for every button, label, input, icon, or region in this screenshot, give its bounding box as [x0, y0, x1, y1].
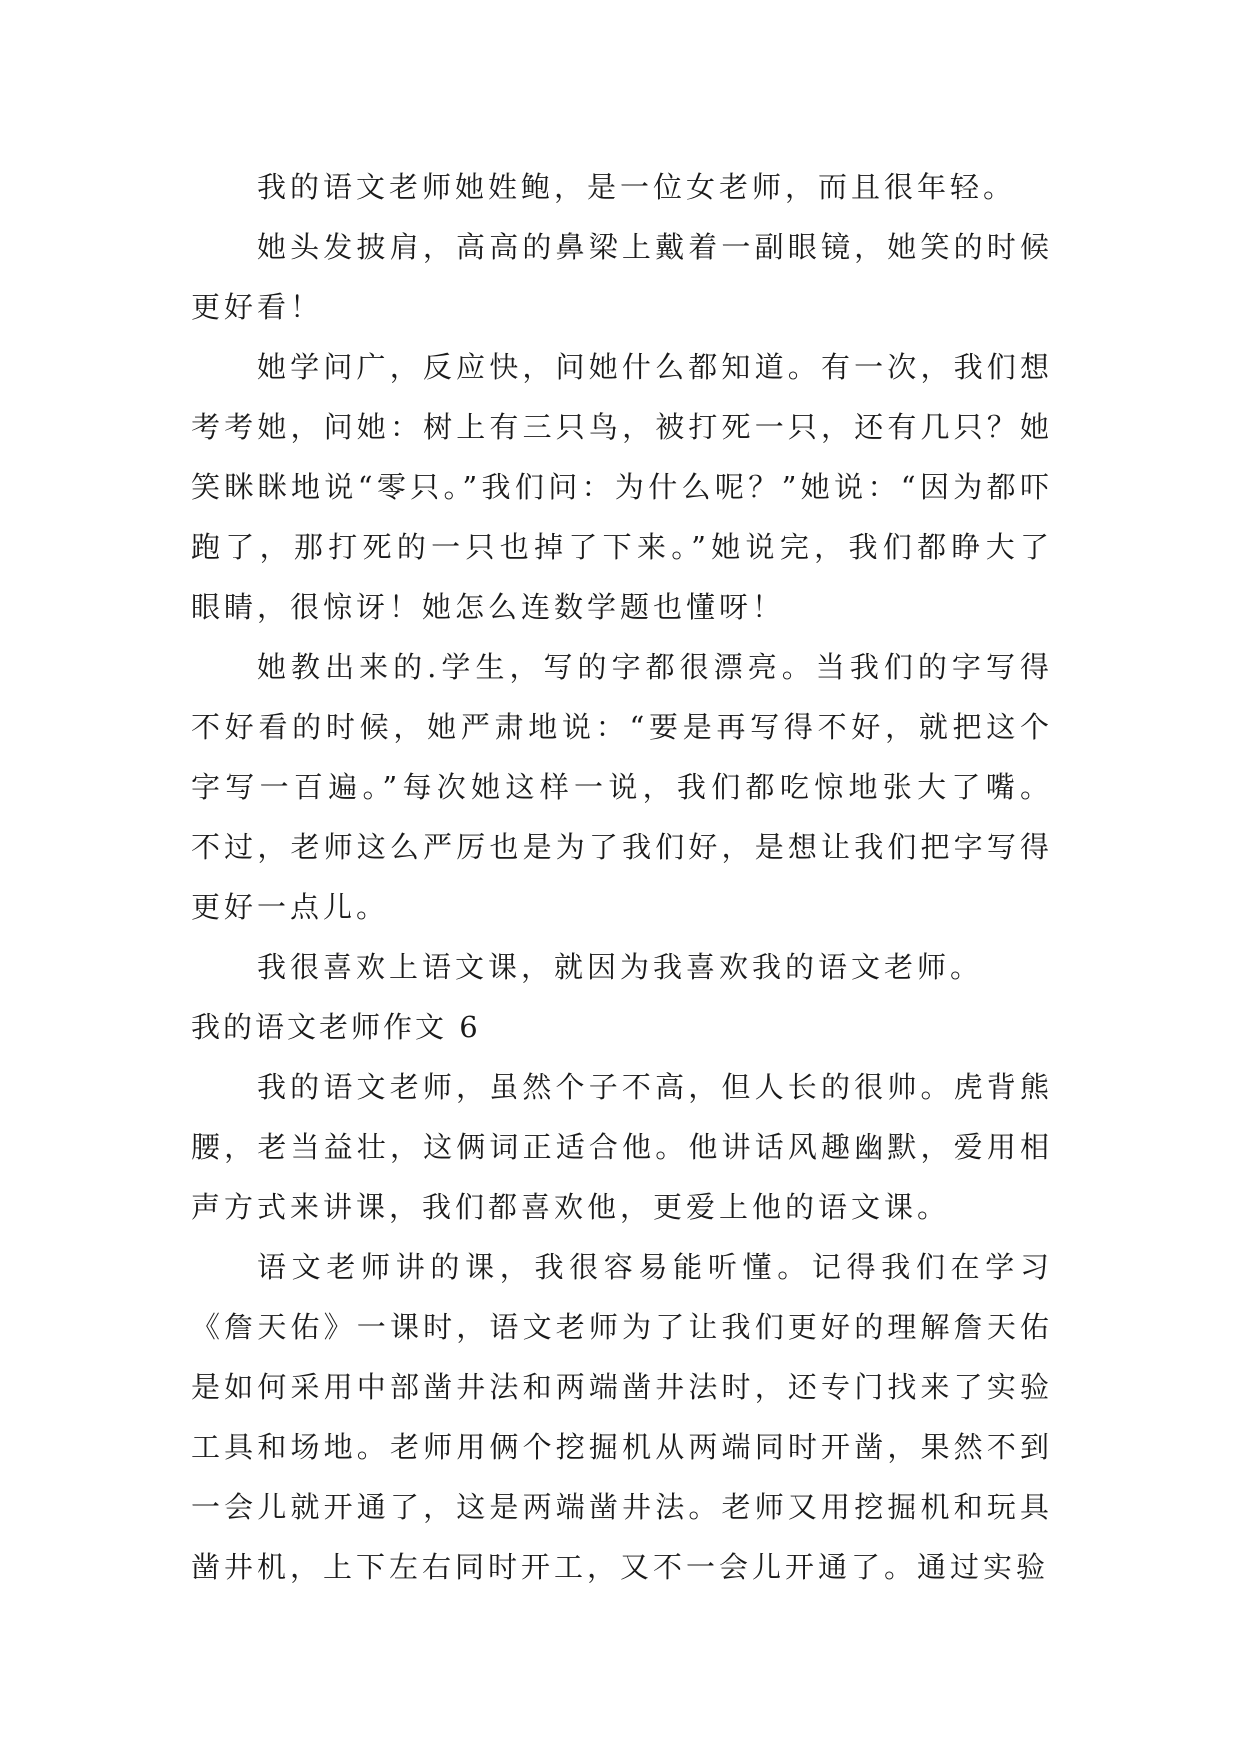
paragraph-intro: 我的语文老师她姓鲍，是一位女老师，而且很年轻。	[257, 170, 1017, 204]
paragraph-appearance: 她头发披肩，高高的鼻梁上戴着一副眼镜，她笑的时候更好看！	[191, 230, 1053, 324]
paragraph-handwriting: 她教出来的.学生，写的字都很漂亮。当我们的字写得不好看的时候，她严肃地说：“要是再写得不好，就把这个字写一百遍。”每次她这样一说，我们都吃惊地张大了嘴。不过，老师这么严厉也是为了我们好，是想让我们把字写得更好一点儿。	[191, 650, 1053, 924]
section-title: 我的语文老师作文 6	[191, 1010, 481, 1044]
paragraph-teacher-description: 我的语文老师，虽然个子不高，但人长的很帅。虎背熊腰，老当益壮，这俩词正适合他。他讲话风趣幽默，爱用相声方式来讲课，我们都喜欢他，更爱上他的语文课。	[191, 1070, 1053, 1224]
paragraph-conclusion: 我很喜欢上语文课，就因为我喜欢我的语文老师。	[257, 950, 984, 984]
document-body	[191, 157, 1053, 1597]
paragraph-knowledge: 她学问广，反应快，问她什么都知道。有一次，我们想考考她，问她：树上有三只鸟，被打死一只，还有几只？她笑眯眯地说“零只。”我们问：为什么呢？”她说：“因为都吓跑了，那打死的一只也掉了下来。”她说完，我们都睁大了眼睛，很惊讶！她怎么连数学题也懂呀！	[191, 350, 1053, 624]
paragraph-lesson-story: 语文老师讲的课，我很容易能听懂。记得我们在学习《詹天佑》一课时，语文老师为了让我们更好的理解詹天佑是如何采用中部凿井法和两端凿井法时，还专门找来了实验工具和场地。老师用俩个挖掘机从两端同时开凿，果然不到一会儿就开通了，这是两端凿井法。老师又用挖掘机和玩具凿井机，上下左右同时开工，又不一会儿开通了。通过实验	[191, 1250, 1053, 1584]
